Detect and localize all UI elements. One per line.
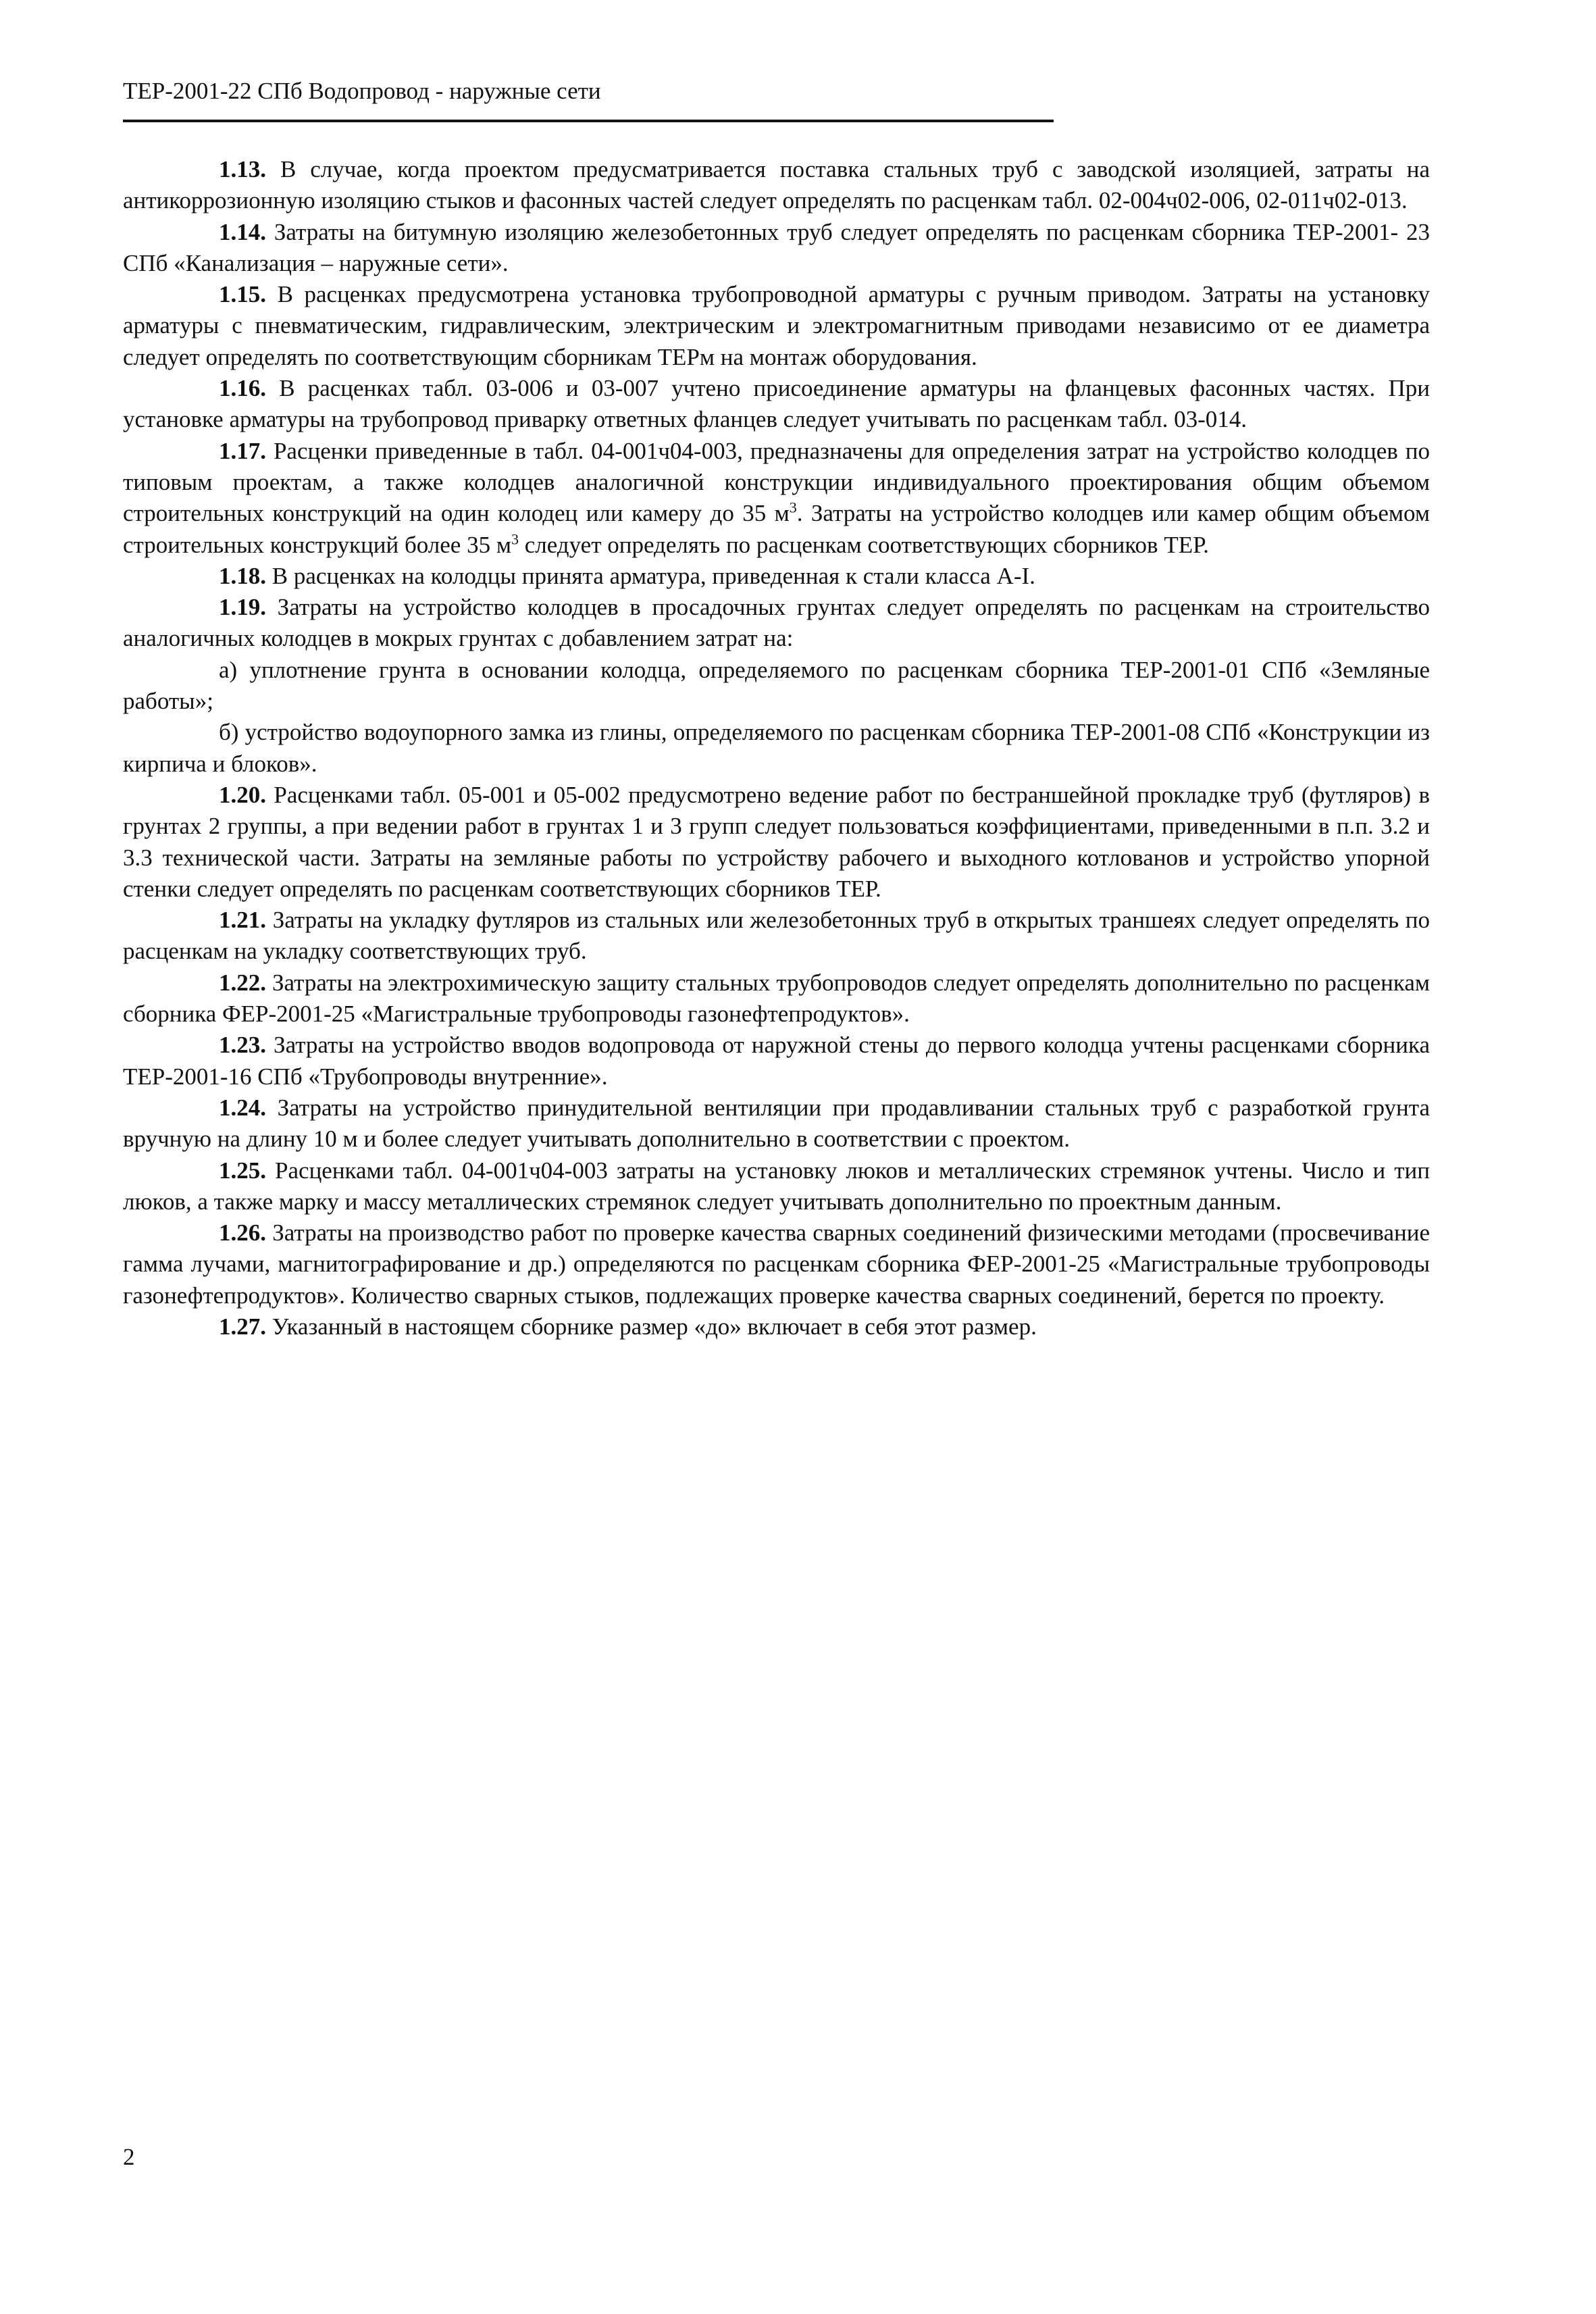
document-body xyxy=(123,154,1430,1342)
paragraph-text: Расценками табл. 05-001 и 05-002 предусмотрено ведение работ по бестраншейной прокладке труб (футляров) в грунтах 2 группы, а при ведении работ в грунтах 1 и 3 групп следует пользоваться коэффициентами, приведенными в п.п. 3.2 и 3.3 технической части. Затраты на земляные работы по устройству рабочего и выходного котлованов и устройство упорной стенки следует определять по расценкам соответствующих сборников ТЕР. xyxy=(123,781,1430,902)
page-header: ТЕР-2001-22 СПб Водопровод - наружные сети xyxy=(123,78,601,104)
paragraph-text: Затраты на устройство вводов водопровода от наружной стены до первого колодца учтены расценками сборника ТЕР-2001-16 СПб «Трубопроводы внутренние». xyxy=(123,1032,1431,1090)
superscript: 3 xyxy=(511,530,519,547)
page-number: 2 xyxy=(123,2144,135,2170)
paragraph-1-15 xyxy=(123,279,1430,373)
paragraph-text: Затраты на битумную изоляцию железобетонных труб следует определять по расценкам сборника ТЕР-2001- 23 СПб «Канализация – наружные сети». xyxy=(123,218,1431,276)
paragraph-text: б) устройство водоупорного замка из глины, определяемого по расценкам сборника ТЕР-2001-08 СПб «Конструкции из кирпича и блоков». xyxy=(123,719,1430,777)
paragraph-1-20 xyxy=(123,780,1430,905)
paragraph-text: В случае, когда проектом предусматривается поставка стальных труб с заводской изоляцией, затраты на антикоррозионную изоляцию стыков и фасонных частей следует определять по расценкам табл. 02-004ч02-006, 02-011ч02-013. xyxy=(123,156,1430,214)
paragraph-1-22 xyxy=(123,967,1430,1030)
clause-number: 1.18. xyxy=(219,562,266,589)
clause-number: 1.15. xyxy=(219,281,266,308)
clause-number: 1.22. xyxy=(219,969,266,996)
paragraph-1-18 xyxy=(123,561,1430,592)
paragraph-text: а) уплотнение грунта в основании колодца, определяемого по расценкам сборника ТЕР-2001-01 СПб «Земляные работы»; xyxy=(123,656,1430,715)
clause-number: 1.21. xyxy=(219,907,266,934)
paragraph-1-19 xyxy=(123,592,1430,655)
paragraph-1-24 xyxy=(123,1092,1430,1155)
clause-number: 1.19. xyxy=(219,594,266,621)
paragraph-1-25 xyxy=(123,1155,1430,1218)
clause-number: 1.26. xyxy=(219,1219,266,1247)
clause-number: 1.17. xyxy=(219,437,266,464)
paragraph-text: Затраты на электрохимическую защиту стальных трубопроводов следует определять дополнительно по расценкам сборника ФЕР-2001-25 «Магистральные трубопроводы газонефтепродуктов». xyxy=(123,969,1431,1028)
superscript: 3 xyxy=(789,499,797,516)
clause-number: 1.27. xyxy=(219,1313,266,1340)
paragraph-1-21 xyxy=(123,905,1430,967)
paragraph-text: Затраты на производство работ по проверке качества сварных соединений физическими методами (просвечивание гамма лучами, магнитографирование и др.) определяются по расценкам сборника ФЕР-2001-25 «Магистральные трубопроводы газонефтепродуктов». Количество сварных стыков, подлежащих проверке качества сварных соединений, берется по проекту. xyxy=(123,1219,1430,1309)
paragraph-text: . Затраты на устройство колодцев или камер общим объемом строительных конструкций более 35 м xyxy=(123,500,1430,558)
paragraph-text: Расценки приведенные в табл. 04-001ч04-003, предназначены для определения затрат на устройство колодцев по типовым проектам, а также колодцев аналогичной конструкции индивидуального проектирования общим объемом строительных конструкций на один колодец или камеру до 35 м xyxy=(123,437,1430,527)
clause-number: 1.24. xyxy=(219,1094,266,1121)
paragraph-1-17 xyxy=(123,436,1430,561)
paragraph-text: Расценками табл. 04-001ч04-003 затраты на установку люков и металлических стремянок учтены. Число и тип люков, а также марку и массу металлических стремянок следует учитывать дополнительно по проектным данным. xyxy=(123,1157,1430,1215)
clause-number: 1.25. xyxy=(219,1157,266,1184)
paragraph-1-13 xyxy=(123,154,1430,217)
paragraph-text: Затраты на устройство колодцев в просадочных грунтах следует определять по расценкам на строительство аналогичных колодцев в мокрых грунтах с добавлением затрат на: xyxy=(123,594,1431,652)
paragraph-1-27 xyxy=(123,1311,1430,1342)
clause-number: 1.20. xyxy=(219,781,266,808)
clause-number: 1.16. xyxy=(219,375,266,402)
paragraph-1-16 xyxy=(123,373,1430,436)
clause-number: 1.13. xyxy=(219,156,266,182)
clause-number: 1.23. xyxy=(219,1032,266,1059)
paragraph-text: Затраты на укладку футляров из стальных или железобетонных труб в открытых траншеях следует определять по расценкам на укладку соответствующих труб. xyxy=(123,907,1430,965)
paragraph-1-19-b xyxy=(123,717,1430,780)
paragraph-text: следует определять по расценкам соответствующих сборников ТЕР. xyxy=(518,531,1209,558)
paragraph-text: Указанный в настоящем сборнике размер «до» включает в себя этот размер. xyxy=(272,1313,1037,1340)
paragraph-text: В расценках предусмотрена установка трубопроводной арматуры с ручным приводом. Затраты на установку арматуры с пневматическим, гидравлическим, электрическим и электромагнитным приводами независимо от ее диаметра следует определять по соответствующим сборникам ТЕРм на монтаж оборудования. xyxy=(123,281,1431,370)
clause-number: 1.14. xyxy=(219,218,266,245)
header-rule xyxy=(123,120,1054,122)
paragraph-text: Затраты на устройство принудительной вентиляции при продавливании стальных труб с разработкой грунта вручную на длину 10 м и более следует учитывать дополнительно в соответствии с проектом. xyxy=(123,1094,1430,1153)
paragraph-text: В расценках табл. 03-006 и 03-007 учтено присоединение арматуры на фланцевых фасонных частях. При установке арматуры на трубопровод приварку ответных фланцев следует учитывать по расценкам табл. 03-014. xyxy=(123,375,1430,433)
paragraph-text: В расценках на колодцы принята арматура, приведенная к стали класса А-I. xyxy=(272,562,1035,589)
paragraph-1-26 xyxy=(123,1217,1430,1311)
paragraph-1-19-a xyxy=(123,655,1430,718)
paragraph-1-23 xyxy=(123,1030,1430,1092)
paragraph-1-14 xyxy=(123,217,1430,280)
